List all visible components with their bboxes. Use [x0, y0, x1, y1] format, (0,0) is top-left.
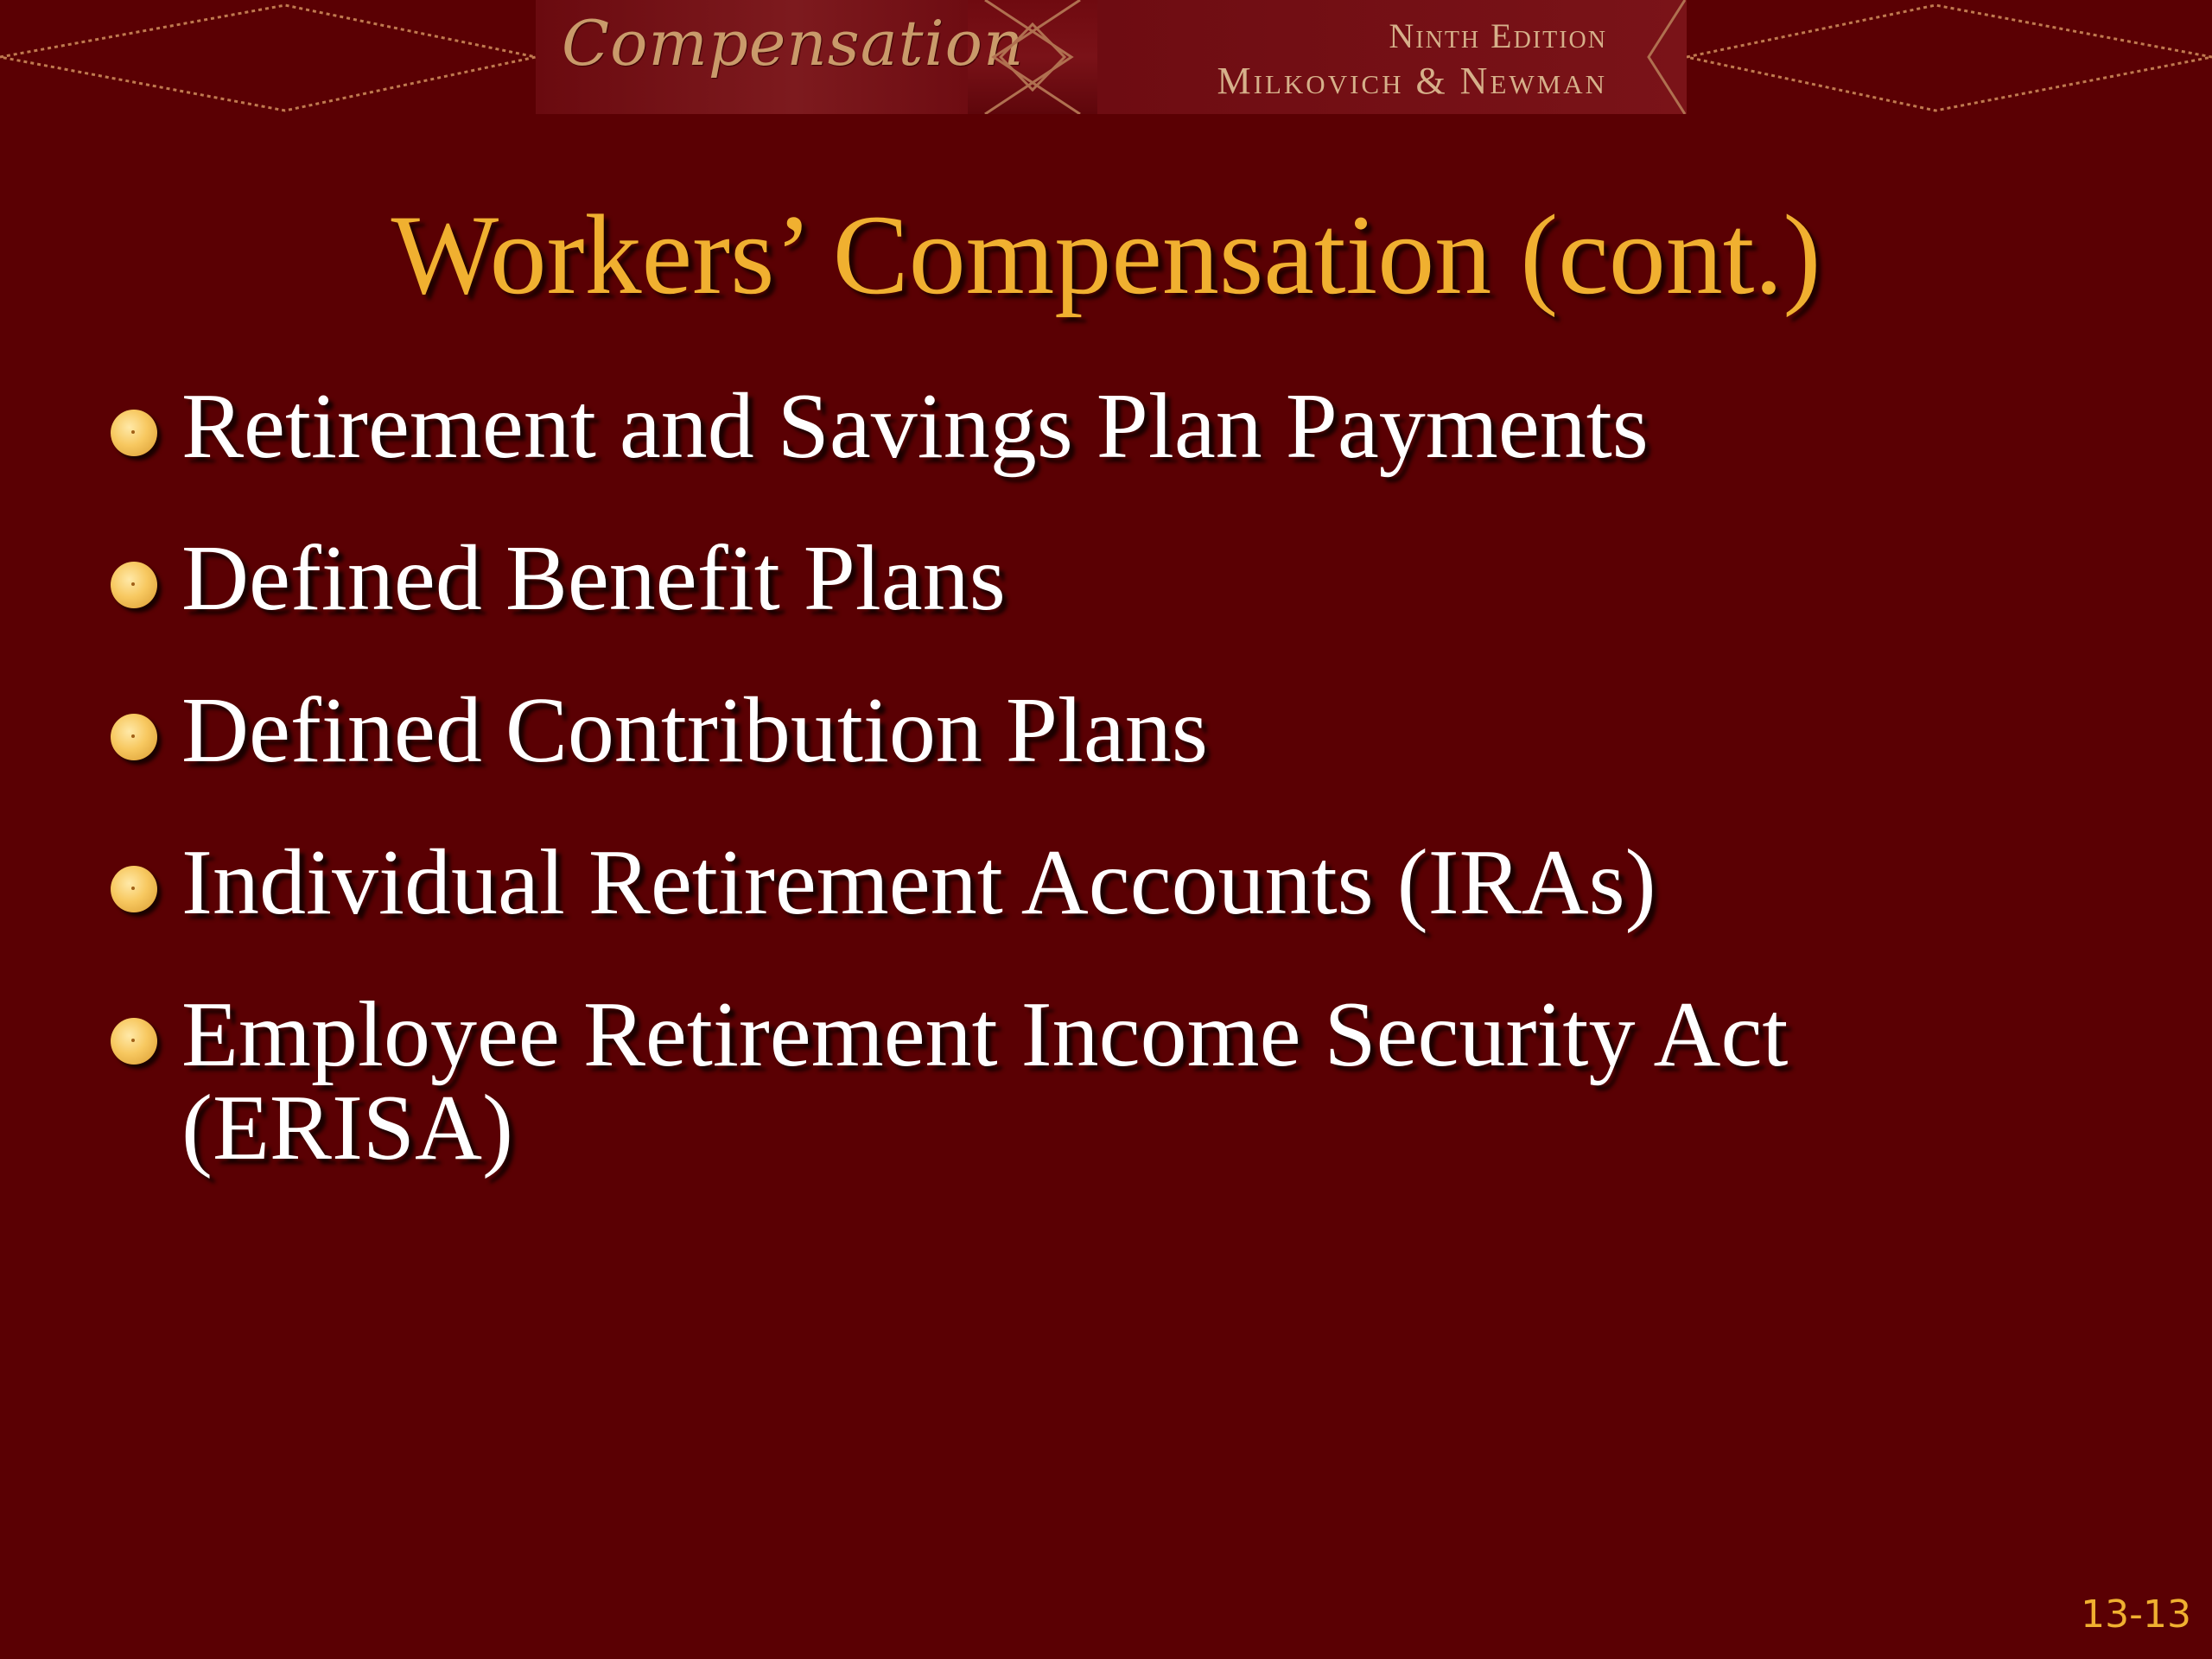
bullet-dot-icon — [111, 1018, 157, 1065]
bullet-text: Retirement and Savings Plan Payments — [181, 375, 1649, 478]
header-banner — [536, 0, 1687, 114]
bullet-item — [111, 527, 2098, 630]
bullet-text: Defined Contribution Plans — [181, 679, 1208, 782]
bullet-item — [111, 375, 2098, 478]
bullet-text: Employee Retirement Income Security Act (ERISA) — [181, 983, 1789, 1179]
bullet-dot-icon — [111, 562, 157, 608]
bullet-dot-icon — [111, 410, 157, 456]
bullet-item — [111, 831, 2098, 934]
bullet-list — [111, 375, 2098, 1234]
bullet-text: Defined Benefit Plans — [181, 527, 1006, 630]
slide-number: 13-13 — [2081, 1592, 2191, 1637]
bullet-text: Individual Retirement Accounts (IRAs) — [181, 831, 1656, 934]
bullet-dot-icon — [111, 714, 157, 760]
bullet-item — [111, 679, 2098, 782]
banner-script-title: Compensation — [562, 7, 1025, 79]
ornament-line-left — [0, 5, 536, 111]
banner-right-chevron — [1643, 0, 1687, 114]
slide-title: Workers’ Compensation (cont.) — [391, 191, 1821, 318]
authors-label: Milkovich & Newman — [1217, 60, 1607, 102]
edition-label: Ninth Edition — [1389, 16, 1607, 55]
banner-diamond-ornament — [968, 0, 1097, 114]
banner-right-panel — [1097, 0, 1687, 114]
ornament-line-right — [1687, 5, 2212, 111]
banner-left-panel — [536, 0, 1025, 114]
bullet-dot-icon — [111, 866, 157, 912]
bullet-item — [111, 983, 2098, 1179]
